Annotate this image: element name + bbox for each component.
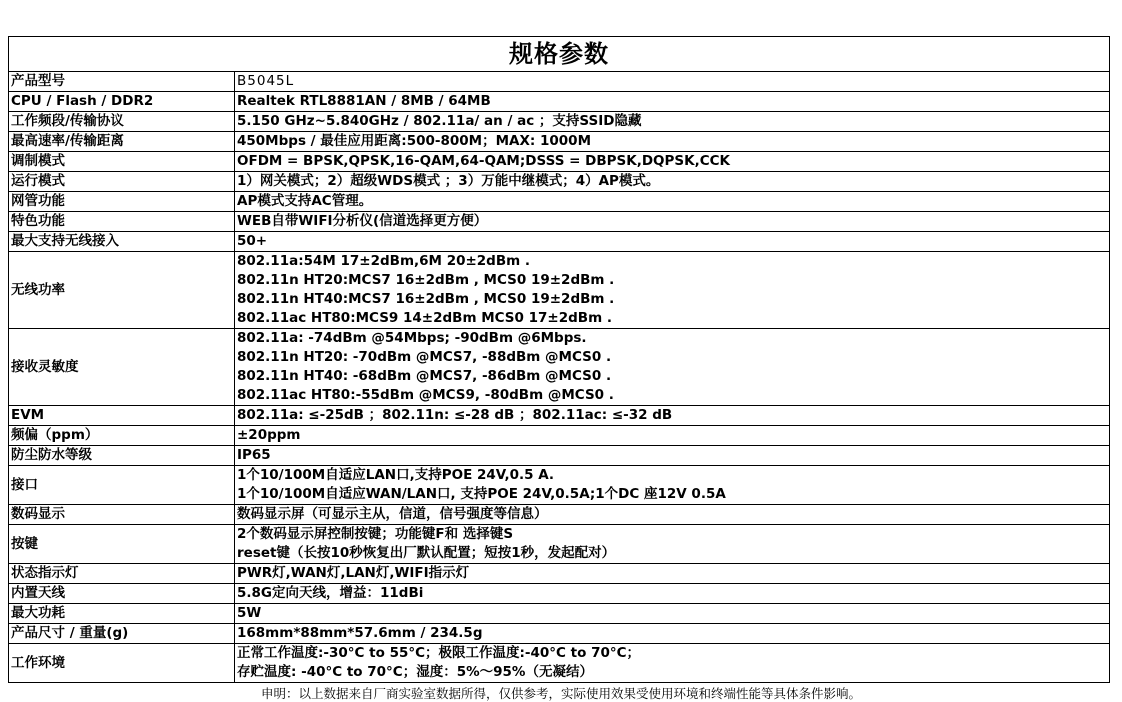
spec-row [9, 252, 1110, 329]
spec-label: 数码显示 [9, 505, 235, 525]
spec-value [235, 172, 1110, 192]
spec-value-line: 802.11n HT20: -70dBm @MCS7, -88dBm @MCS0 . [237, 349, 612, 365]
spec-value-line: 1）网关模式；2）超级WDS模式 ；3）万能中继模式；4）AP模式。 [237, 173, 660, 189]
spec-row [9, 584, 1110, 604]
spec-value-line: 存贮温度: -40°C to 70°C；湿度：5%～95%（无凝结） [237, 664, 593, 680]
spec-value-line: 802.11a: ≤-25dB ；802.11n: ≤-28 dB ；802.11ac: ≤-32 dB [237, 407, 673, 423]
spec-label: EVM [9, 406, 235, 426]
spec-value-line: B5045L [237, 73, 295, 89]
spec-label: 最高速率/传输距离 [9, 132, 235, 152]
spec-value [235, 466, 1110, 505]
spec-label: 工作环境 [9, 644, 235, 683]
spec-value [235, 644, 1110, 683]
spec-value [235, 525, 1110, 564]
spec-value-line: 802.11ac HT80:-55dBm @MCS9, -80dBm @MCS0 . [237, 387, 614, 403]
spec-row [9, 426, 1110, 446]
spec-value-line: 1个10/100M自适应WAN/LAN口, 支持POE 24V,0.5A;1个DC 座12V 0.5A [237, 486, 726, 502]
spec-row [9, 232, 1110, 252]
spec-value [235, 212, 1110, 232]
spec-label: 网管功能 [9, 192, 235, 212]
spec-value [235, 132, 1110, 152]
spec-label: 最大功耗 [9, 604, 235, 624]
spec-row [9, 152, 1110, 172]
page-title: 规格参数 [9, 37, 1110, 72]
disclaimer-text: 申明：以上数据来自厂商实验室数据所得，仅供参考，实际使用效果受使用环境和终端性能等具体条件影响。 [260, 686, 861, 701]
spec-value [235, 232, 1110, 252]
spec-label: 运行模式 [9, 172, 235, 192]
spec-value-line: reset键（长按10秒恢复出厂默认配置；短按1秒，发起配对） [237, 545, 616, 561]
spec-value-line: 5.8G定向天线，增益：11dBi [237, 585, 424, 601]
spec-value [235, 624, 1110, 644]
spec-row [9, 525, 1110, 564]
spec-row [9, 212, 1110, 232]
spec-value-line: 450Mbps / 最佳应用距离:500-800M；MAX: 1000M [237, 133, 591, 149]
spec-value-line: 802.11a:54M 17±2dBm,6M 20±2dBm . [237, 253, 531, 269]
spec-label: 频偏（ppm） [9, 426, 235, 446]
spec-row [9, 72, 1110, 92]
title-row [9, 37, 1110, 72]
spec-label: 调制模式 [9, 152, 235, 172]
spec-value-line: 1个10/100M自适应LAN口,支持POE 24V,0.5 A. [237, 467, 555, 483]
spec-value-line: 802.11ac HT80:MCS9 14±2dBm MCS0 17±2dBm . [237, 310, 612, 326]
spec-value-line: 数码显示屏（可显示主从，信道，信号强度等信息） [237, 506, 548, 522]
spec-label: 工作频段/传输协议 [9, 112, 235, 132]
spec-label: 内置天线 [9, 584, 235, 604]
spec-row [9, 192, 1110, 212]
spec-row [9, 604, 1110, 624]
spec-value-line: 2个数码显示屏控制按键；功能键F和 选择键S [237, 526, 514, 542]
spec-value-line: 168mm*88mm*57.6mm / 234.5g [237, 625, 483, 641]
spec-label: 按键 [9, 525, 235, 564]
spec-value-line: 802.11a: -74dBm @54Mbps; -90dBm @6Mbps. [237, 330, 587, 346]
spec-value-line: PWR灯,WAN灯,LAN灯,WIFI指示灯 [237, 565, 470, 581]
spec-value [235, 252, 1110, 329]
spec-value-line: 5.150 GHz~5.840GHz / 802.11a/ an / ac ；支持SSID隐藏 [237, 113, 642, 129]
spec-label: 最大支持无线接入 [9, 232, 235, 252]
spec-value-line: Realtek RTL8881AN / 8MB / 64MB [237, 93, 491, 109]
spec-row [9, 406, 1110, 426]
spec-row [9, 329, 1110, 406]
spec-value [235, 112, 1110, 132]
spec-value-line: AP模式支持AC管理。 [237, 193, 373, 209]
spec-value [235, 604, 1110, 624]
spec-value [235, 446, 1110, 466]
spec-value-line: IP65 [237, 447, 271, 463]
spec-row [9, 505, 1110, 525]
spec-label: 接口 [9, 466, 235, 505]
spec-value [235, 329, 1110, 406]
spec-table [8, 36, 1110, 683]
spec-value [235, 406, 1110, 426]
spec-value-line: 5W [237, 605, 262, 621]
spec-value-line: 50+ [237, 233, 268, 249]
spec-value [235, 152, 1110, 172]
spec-value [235, 426, 1110, 446]
spec-value [235, 564, 1110, 584]
spec-row [9, 172, 1110, 192]
spec-value-line: 802.11n HT20:MCS7 16±2dBm , MCS0 19±2dBm . [237, 272, 615, 288]
spec-value [235, 192, 1110, 212]
spec-row [9, 132, 1110, 152]
spec-value [235, 505, 1110, 525]
spec-row [9, 112, 1110, 132]
spec-row [9, 92, 1110, 112]
spec-value-line: 正常工作温度:-30°C to 55°C；极限工作温度:-40°C to 70°C； [237, 645, 641, 661]
spec-value-line: ±20ppm [237, 427, 301, 443]
spec-value-line: WEB自带WIFI分析仪(信道选择更方便） [237, 213, 488, 229]
spec-value-line: 802.11n HT40: -68dBm @MCS7, -86dBm @MCS0 . [237, 368, 612, 384]
spec-label: 产品尺寸 / 重量(g) [9, 624, 235, 644]
spec-label: 特色功能 [9, 212, 235, 232]
spec-value-line: 802.11n HT40:MCS7 16±2dBm , MCS0 19±2dBm . [237, 291, 615, 307]
spec-value [235, 72, 1110, 92]
spec-row [9, 644, 1110, 683]
spec-row [9, 564, 1110, 584]
spec-value-line: OFDM = BPSK,QPSK,16-QAM,64-QAM;DSSS = DBPSK,DQPSK,CCK [237, 153, 730, 169]
spec-label: 状态指示灯 [9, 564, 235, 584]
spec-row [9, 624, 1110, 644]
spec-label: CPU / Flash / DDR2 [9, 92, 235, 112]
spec-label: 接收灵敏度 [9, 329, 235, 406]
spec-row [9, 466, 1110, 505]
spec-value [235, 92, 1110, 112]
spec-label: 无线功率 [9, 252, 235, 329]
spec-label: 防尘防水等级 [9, 446, 235, 466]
spec-value [235, 584, 1110, 604]
spec-label: 产品型号 [9, 72, 235, 92]
spec-row [9, 446, 1110, 466]
